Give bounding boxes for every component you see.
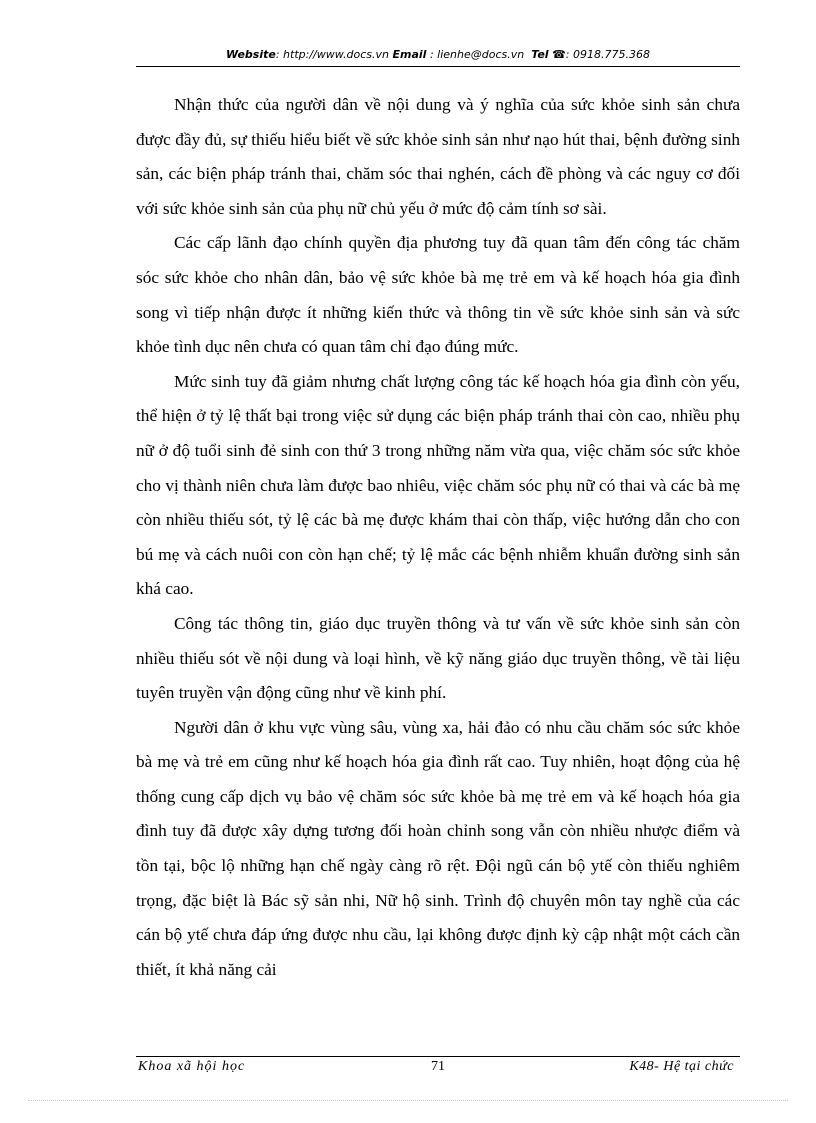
page-header: [136, 48, 740, 61]
page-number: 71: [431, 1059, 445, 1074]
phone-icon: ☎: [552, 48, 566, 61]
tel-value: : 0918.775.368: [565, 48, 650, 61]
footer-course: K48- Hệ tại chức: [629, 1059, 734, 1074]
paragraph-4: Công tác thông tin, giáo dục truyền thông và tư vấn về sức khỏe sinh sản còn nhiều thiếu sót về nội dung và loại hình, về kỹ năng giáo dục truyền thông, về tài liệu tuyên truyền vận động cũng như về kinh phí.: [136, 613, 740, 703]
email-label: Email: [392, 48, 427, 61]
header-divider: [136, 66, 740, 67]
page-bottom-border: [28, 1100, 788, 1101]
website-value: : http://www.docs.vn: [275, 48, 390, 61]
footer-department: Khoa xã hội học: [138, 1059, 246, 1074]
website-label: Website: [226, 48, 276, 61]
footer-divider: [136, 1056, 740, 1057]
paragraph-2: Các cấp lãnh đạo chính quyền địa phương tuy đã quan tâm đến công tác chăm sóc sức khỏe cho nhân dân, bảo vệ sức khỏe bà mẹ trẻ em và kế hoạch hóa gia đình song vì tiếp nhận được ít những kiến thức và thông tin về sức khỏe sinh sản và sức khỏe tình dục nên chưa có quan tâm chỉ đạo đúng mức.: [136, 233, 740, 357]
email-value: : lienhe@docs.vn: [426, 48, 525, 61]
document-body: [136, 88, 740, 987]
page-footer: [136, 1059, 740, 1081]
paragraph-5: Người dân ở khu vực vùng sâu, vùng xa, hải đảo có nhu cầu chăm sóc sức khỏe bà mẹ và trẻ em cũng như kế hoạch hóa gia đình rất cao. Tuy nhiên, hoạt động của hệ thống cung cấp dịch vụ bảo vệ chăm sóc sức khỏe bà mẹ trẻ em và kế hoạch hóa gia đình tuy đã được xây dựng tương đối hoàn chỉnh song vẫn còn nhiều nhược điểm và tồn tại, bộc lộ những hạn chế ngày càng rõ rệt. Đội ngũ cán bộ ytế còn thiếu nghiêm trọng, đặc biệt là Bác sỹ sản nhi, Nữ hộ sinh. Trình độ chuyên môn tay nghề của các cán bộ ytế chưa đáp ứng được nhu cầu, lại không được định kỳ cập nhật một cách cần thiết, ít khả năng cải: [136, 717, 740, 979]
paragraph-1: Nhận thức của người dân về nội dung và ý nghĩa của sức khỏe sinh sản chưa được đầy đủ, sự thiếu hiểu biết về sức khỏe sinh sản như nạo hút thai, bệnh đường sinh sản, các biện pháp tránh thai, chăm sóc thai nghén, cách đề phòng và các nguy cơ đối với sức khỏe sinh sản của phụ nữ chủ yếu ở mức độ cảm tính sơ sài.: [136, 95, 740, 218]
tel-label: Tel: [531, 48, 549, 61]
paragraph-3: Mức sinh tuy đã giảm nhưng chất lượng công tác kế hoạch hóa gia đình còn yếu, thể hiện ở tỷ lệ thất bại trong việc sử dụng các biện pháp tránh thai còn cao, nhiều phụ nữ ở độ tuổi sinh đẻ sinh con thứ 3 trong những năm vừa qua, việc chăm sóc sức khỏe cho vị thành niên chưa làm được bao nhiêu, việc chăm sóc phụ nữ có thai và các bà mẹ còn nhiều thiếu sót, tỷ lệ các bà mẹ được khám thai còn thấp, việc hướng dẫn cho con bú mẹ và cách nuôi con còn hạn chế; tỷ lệ mắc các bệnh nhiễm khuẩn đường sinh sản khá cao.: [136, 371, 740, 599]
